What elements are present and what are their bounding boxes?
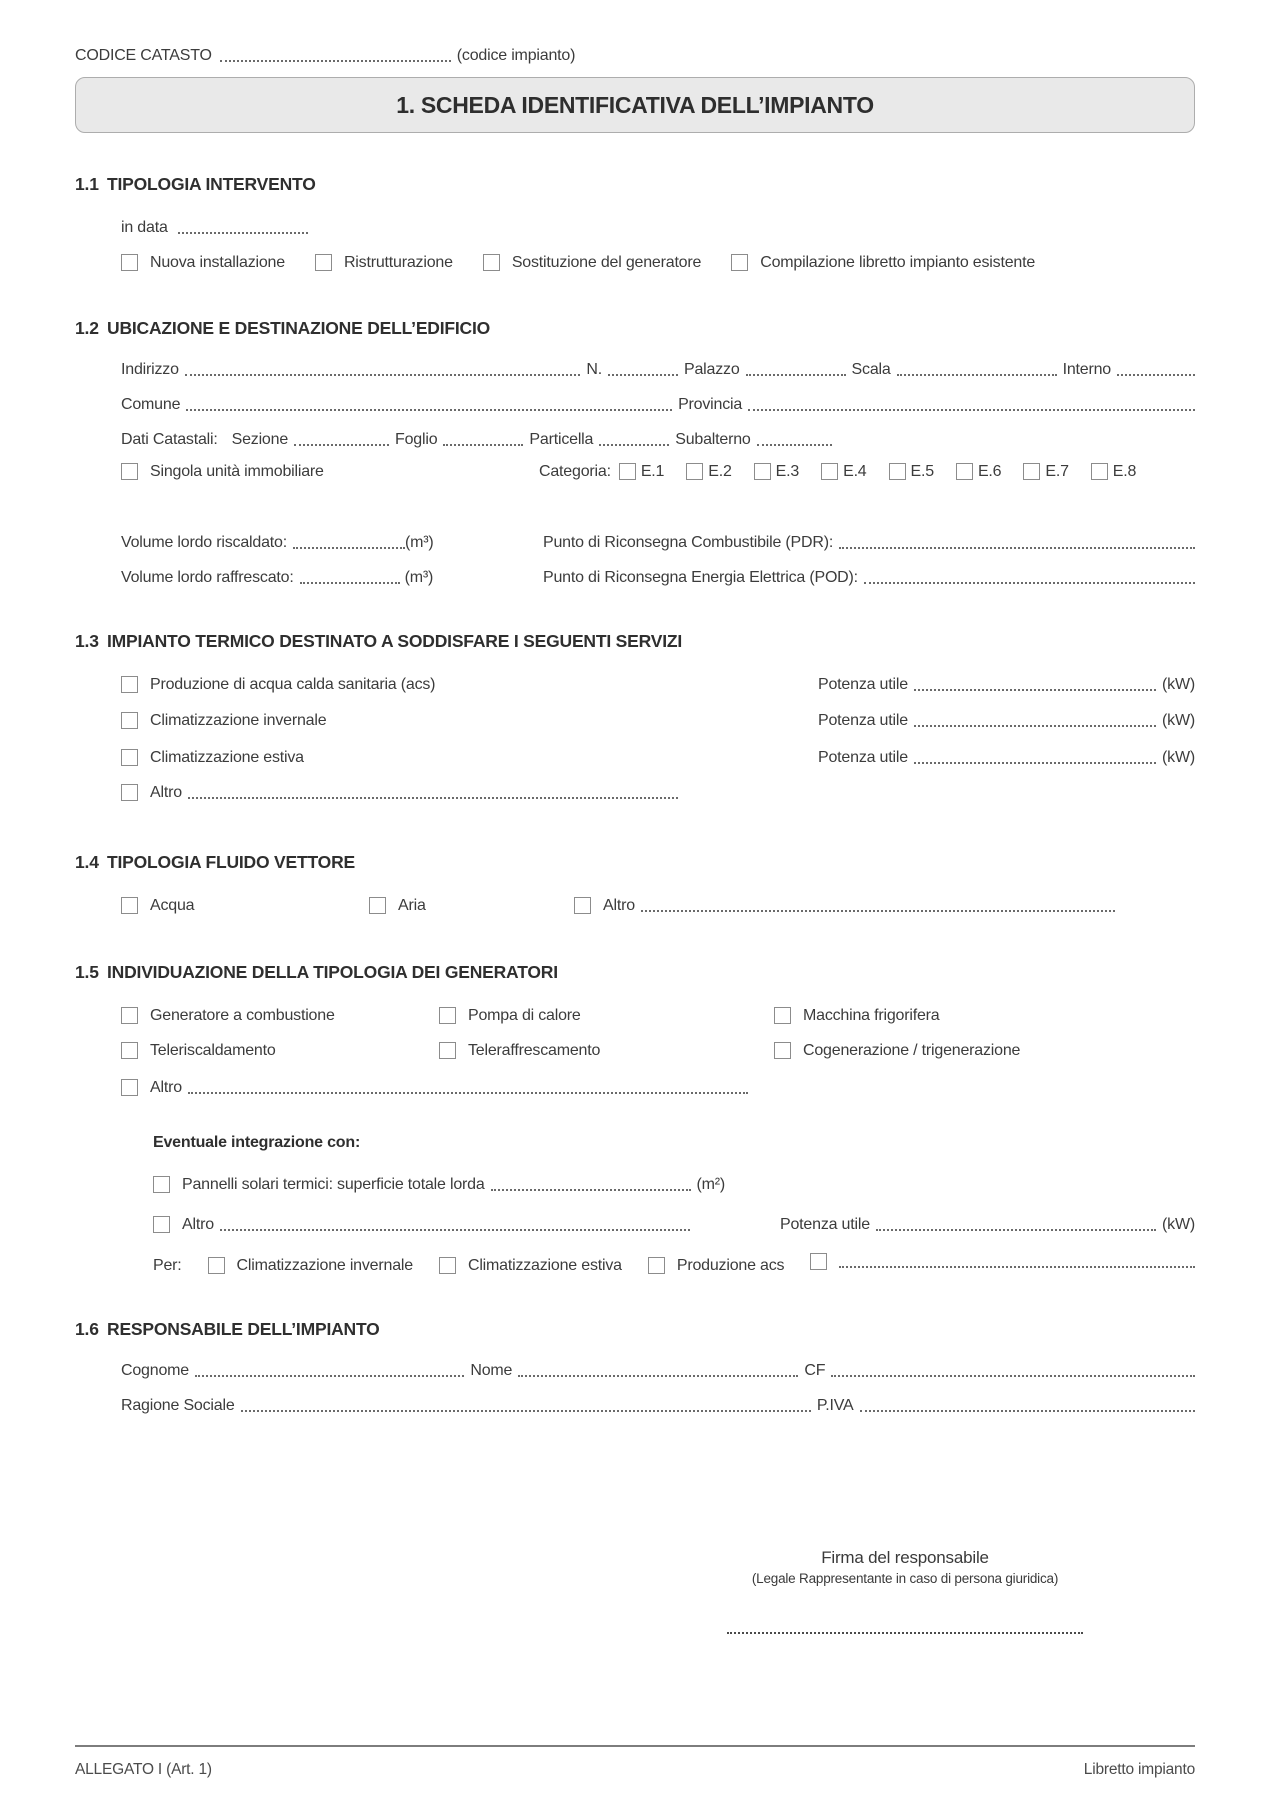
section-1-2-number: 1.2 xyxy=(75,318,99,338)
section-1-3-title: IMPIANTO TERMICO DESTINATO A SODDISFARE I SEGUENTI SERVIZI xyxy=(107,631,683,651)
volume-raffrescato-field[interactable] xyxy=(300,582,400,584)
potenza-utile-invernale-field[interactable] xyxy=(914,725,1156,727)
option-e4[interactable] xyxy=(821,462,866,482)
ragione-sociale-field[interactable] xyxy=(241,1410,811,1412)
fluido-altro-checkbox[interactable] xyxy=(574,897,591,914)
pdr-label: Punto di Riconsegna Combustibile (PDR): xyxy=(543,534,834,551)
section-1-2-title: UBICAZIONE E DESTINAZIONE DELL’EDIFICIO xyxy=(107,318,491,338)
volume-raffrescato-unit: (m³) xyxy=(404,569,434,586)
section-1-1-heading xyxy=(75,173,1195,195)
sezione-field[interactable] xyxy=(294,444,389,446)
option-pannelli-solari[interactable] xyxy=(153,1175,485,1195)
option-aria[interactable] xyxy=(369,896,574,916)
section-1-2-heading xyxy=(75,317,1195,339)
volume-riscaldato-unit: (m³) xyxy=(404,534,434,551)
option-pompa-calore[interactable] xyxy=(439,1006,774,1026)
codice-impianto-label: (codice impianto) xyxy=(456,47,576,64)
per-row xyxy=(153,1253,1195,1276)
e4-checkbox[interactable] xyxy=(821,463,838,480)
pdr-field[interactable] xyxy=(839,547,1195,549)
potenza-utile-invernale-label: Potenza utile xyxy=(818,712,908,729)
nome-label: Nome xyxy=(470,1362,513,1379)
per-invernale-label: Climatizzazione invernale xyxy=(236,1257,413,1274)
integrazione-altro-field[interactable] xyxy=(220,1229,690,1231)
climatizzazione-invernale-checkbox[interactable] xyxy=(121,712,138,729)
climatizzazione-invernale-label: Climatizzazione invernale xyxy=(150,712,327,729)
integrazione-potenza-field[interactable] xyxy=(876,1229,1156,1231)
section-1-4-title: TIPOLOGIA FLUIDO VETTORE xyxy=(107,852,355,872)
option-generatore-altro[interactable] xyxy=(121,1078,182,1098)
scala-field[interactable] xyxy=(897,374,1057,376)
e6-checkbox[interactable] xyxy=(956,463,973,480)
interno-label: Interno xyxy=(1062,361,1111,378)
acqua-checkbox[interactable] xyxy=(121,897,138,914)
sostituzione-generatore-checkbox[interactable] xyxy=(483,254,500,271)
ragione-sociale-label: Ragione Sociale xyxy=(121,1397,235,1414)
option-e2[interactable] xyxy=(686,462,731,482)
option-e7[interactable] xyxy=(1023,462,1068,482)
numero-civico-field[interactable] xyxy=(608,374,678,376)
singola-unita-checkbox[interactable] xyxy=(121,463,138,480)
footer-right-text: Libretto impianto xyxy=(1083,1761,1195,1778)
option-e6[interactable] xyxy=(956,462,1001,482)
option-e5[interactable] xyxy=(889,462,934,482)
per-acs-label: Produzione acs xyxy=(676,1257,785,1274)
e4-label: E.4 xyxy=(843,463,867,480)
integrazione-heading xyxy=(153,1133,1195,1153)
foglio-label: Foglio xyxy=(395,431,438,448)
fluido-vettore-row xyxy=(121,896,1195,916)
per-estiva-label: Climatizzazione estiva xyxy=(467,1257,622,1274)
fluido-altro-label: Altro xyxy=(603,897,635,914)
teleraffrescamento-label: Teleraffrescamento xyxy=(468,1042,601,1059)
section-1-4-number: 1.4 xyxy=(75,852,99,872)
option-per-estiva[interactable] xyxy=(439,1256,622,1276)
option-integrazione-altro[interactable] xyxy=(153,1215,780,1235)
comune-label: Comune xyxy=(121,396,181,413)
potenza-utile-acs-unit: (kW) xyxy=(1162,676,1195,693)
e7-label: E.7 xyxy=(1045,463,1069,480)
generatore-combustione-label: Generatore a combustione xyxy=(150,1007,335,1024)
cognome-label: Cognome xyxy=(121,1362,189,1379)
option-climatizzazione-invernale[interactable] xyxy=(121,711,818,731)
dati-catastali-row xyxy=(121,430,1195,450)
climatizzazione-estiva-label: Climatizzazione estiva xyxy=(150,749,304,766)
categoria-label: Categoria: xyxy=(539,463,611,480)
pannelli-solari-row xyxy=(153,1175,1195,1195)
pompa-calore-checkbox[interactable] xyxy=(439,1007,456,1024)
integrazione-title: Eventuale integrazione con: xyxy=(153,1134,361,1151)
piva-field[interactable] xyxy=(860,1410,1195,1412)
signature-block xyxy=(705,1548,1105,1634)
volume-riscaldato-label: Volume lordo riscaldato: xyxy=(121,534,287,551)
e3-label: E.3 xyxy=(775,463,800,480)
option-generatore-combustione[interactable] xyxy=(121,1006,439,1026)
teleriscaldamento-label: Teleriscaldamento xyxy=(150,1042,276,1059)
option-teleriscaldamento[interactable] xyxy=(121,1041,439,1061)
e3-checkbox[interactable] xyxy=(754,463,771,480)
section-1-5-number: 1.5 xyxy=(75,962,99,982)
climatizzazione-estiva-checkbox[interactable] xyxy=(121,749,138,766)
e2-checkbox[interactable] xyxy=(686,463,703,480)
indirizzo-field[interactable] xyxy=(185,374,581,376)
integrazione-potenza-label: Potenza utile xyxy=(780,1216,870,1233)
nuova-installazione-checkbox[interactable] xyxy=(121,254,138,271)
integrazione-potenza-unit: (kW) xyxy=(1162,1216,1195,1233)
e1-label: E.1 xyxy=(640,463,665,480)
macchina-frigorifera-checkbox[interactable] xyxy=(774,1007,791,1024)
pannelli-solari-checkbox[interactable] xyxy=(153,1176,170,1193)
volume-riscaldato-field[interactable] xyxy=(293,547,405,549)
signature-title: Firma del responsabile xyxy=(821,1548,989,1567)
codice-catasto-row xyxy=(75,46,1195,66)
categoria-options xyxy=(619,462,1136,482)
comune-field[interactable] xyxy=(186,409,672,411)
option-compilazione-libretto[interactable] xyxy=(731,253,1035,273)
footer-left-text: ALLEGATO I (Art. 1) xyxy=(75,1761,212,1778)
integrazione-altro-row xyxy=(153,1215,1195,1235)
codice-catasto-field[interactable] xyxy=(220,60,451,62)
per-estiva-checkbox[interactable] xyxy=(439,1257,456,1274)
macchina-frigorifera-label: Macchina frigorifera xyxy=(803,1007,940,1024)
teleriscaldamento-checkbox[interactable] xyxy=(121,1042,138,1059)
option-ristrutturazione[interactable] xyxy=(315,253,453,273)
e5-checkbox[interactable] xyxy=(889,463,906,480)
option-climatizzazione-estiva[interactable] xyxy=(121,748,818,768)
section-1-3-heading xyxy=(75,630,1195,652)
generatori-altro-row xyxy=(121,1078,1195,1098)
servizio-estiva-row xyxy=(121,748,1195,768)
in-data-row xyxy=(121,218,1195,238)
signature-subtitle: (Legale Rappresentante in caso di persona giuridica) xyxy=(751,1571,1059,1586)
fluido-altro-field[interactable] xyxy=(641,910,1115,912)
responsabile-row xyxy=(121,1361,1195,1381)
servizio-altro-row xyxy=(121,783,1195,803)
section-1-6-title: RESPONSABILE DELL’IMPIANTO xyxy=(107,1319,380,1339)
piva-label: P.IVA xyxy=(816,1397,854,1414)
pannelli-solari-unit: (m²) xyxy=(696,1176,726,1193)
potenza-utile-acs-field[interactable] xyxy=(914,689,1156,691)
per-altro-checkbox[interactable] xyxy=(810,1253,827,1270)
section-1-6-number: 1.6 xyxy=(75,1319,99,1339)
integrazione-altro-label: Altro xyxy=(182,1216,214,1233)
cf-label: CF xyxy=(804,1362,826,1379)
pod-field[interactable] xyxy=(864,582,1195,584)
volume-raffrescato-row xyxy=(121,568,1195,588)
option-servizio-altro[interactable] xyxy=(121,783,182,803)
particella-field[interactable] xyxy=(599,444,669,446)
cogenerazione-label: Cogenerazione / trigenerazione xyxy=(803,1042,1021,1059)
singola-unita-label: Singola unità immobiliare xyxy=(150,463,324,480)
volume-raffrescato-label: Volume lordo raffrescato: xyxy=(121,569,294,586)
generatore-altro-field[interactable] xyxy=(188,1092,748,1094)
section-1-4-heading xyxy=(75,851,1195,873)
scala-label: Scala xyxy=(851,361,891,378)
potenza-utile-estiva-field[interactable] xyxy=(914,762,1156,764)
option-e3[interactable] xyxy=(754,462,799,482)
e2-label: E.2 xyxy=(708,463,732,480)
potenza-utile-estiva-label: Potenza utile xyxy=(818,749,908,766)
sostituzione-generatore-label: Sostituzione del generatore xyxy=(511,254,702,271)
palazzo-label: Palazzo xyxy=(684,361,740,378)
e1-checkbox[interactable] xyxy=(619,463,636,480)
cf-field[interactable] xyxy=(831,1375,1195,1377)
comune-row xyxy=(121,395,1195,415)
option-teleraffrescamento[interactable] xyxy=(439,1041,774,1061)
e8-checkbox[interactable] xyxy=(1091,463,1108,480)
option-per-acs[interactable] xyxy=(648,1256,785,1276)
servizio-acs-row xyxy=(121,675,1195,695)
provincia-label: Provincia xyxy=(678,396,743,413)
indirizzo-row xyxy=(121,360,1195,380)
aria-label: Aria xyxy=(398,897,426,914)
section-1-5-heading xyxy=(75,961,1195,983)
signature-field[interactable] xyxy=(727,1632,1083,1634)
option-per-altro[interactable] xyxy=(810,1253,1195,1272)
compilazione-libretto-checkbox[interactable] xyxy=(731,254,748,271)
servizio-invernale-row xyxy=(121,711,1195,731)
subalterno-label: Subalterno xyxy=(675,431,751,448)
teleraffrescamento-checkbox[interactable] xyxy=(439,1042,456,1059)
per-invernale-checkbox[interactable] xyxy=(208,1257,225,1274)
pannelli-solari-label: Pannelli solari termici: superficie totale lorda xyxy=(182,1176,485,1193)
generatore-altro-label: Altro xyxy=(150,1079,182,1096)
servizio-altro-checkbox[interactable] xyxy=(121,784,138,801)
page-title-text: 1. SCHEDA IDENTIFICATIVA DELL’IMPIANTO xyxy=(396,91,874,118)
section-1-1-number: 1.1 xyxy=(75,174,99,194)
aria-checkbox[interactable] xyxy=(369,897,386,914)
pod-label: Punto di Riconsegna Energia Elettrica (POD): xyxy=(543,569,858,586)
cognome-field[interactable] xyxy=(195,1375,464,1377)
nome-field[interactable] xyxy=(518,1375,798,1377)
cogenerazione-checkbox[interactable] xyxy=(774,1042,791,1059)
option-sostituzione-generatore[interactable] xyxy=(483,253,701,273)
indirizzo-label: Indirizzo xyxy=(121,361,179,378)
produzione-acs-label: Produzione di acqua calda sanitaria (acs) xyxy=(150,676,436,693)
interno-field[interactable] xyxy=(1117,374,1195,376)
page-title xyxy=(75,77,1195,133)
integrazione-altro-checkbox[interactable] xyxy=(153,1216,170,1233)
e7-checkbox[interactable] xyxy=(1023,463,1040,480)
servizio-altro-label: Altro xyxy=(150,784,182,801)
servizio-altro-field[interactable] xyxy=(188,797,678,799)
option-e8[interactable] xyxy=(1091,462,1136,482)
in-data-label: in data xyxy=(121,219,168,236)
option-macchina-frigorifera[interactable] xyxy=(774,1006,940,1026)
section-1-3-number: 1.3 xyxy=(75,631,99,651)
singola-unita-categoria-row xyxy=(121,462,1195,482)
potenza-utile-estiva-unit: (kW) xyxy=(1162,749,1195,766)
numero-civico-label: N. xyxy=(586,361,603,378)
option-fluido-altro[interactable] xyxy=(574,896,635,916)
e5-label: E.5 xyxy=(910,463,934,480)
compilazione-libretto-label: Compilazione libretto impianto esistente xyxy=(760,254,1036,271)
option-produzione-acs[interactable] xyxy=(121,675,818,695)
section-1-6-heading xyxy=(75,1318,1195,1340)
volume-riscaldato-row xyxy=(121,533,1195,553)
sezione-label: Sezione xyxy=(231,431,289,448)
e8-label: E.8 xyxy=(1112,463,1137,480)
per-altro-field[interactable] xyxy=(839,1266,1195,1268)
nuova-installazione-label: Nuova installazione xyxy=(150,254,285,271)
option-cogenerazione[interactable] xyxy=(774,1041,1020,1061)
per-acs-checkbox[interactable] xyxy=(648,1257,665,1274)
foglio-field[interactable] xyxy=(443,444,523,446)
option-per-invernale[interactable] xyxy=(208,1256,413,1276)
option-nuova-installazione[interactable] xyxy=(121,253,285,273)
option-singola-unita[interactable] xyxy=(121,462,539,482)
palazzo-field[interactable] xyxy=(746,374,846,376)
codice-catasto-label: CODICE CATASTO xyxy=(75,47,212,64)
option-acqua[interactable] xyxy=(121,896,369,916)
generatore-combustione-checkbox[interactable] xyxy=(121,1007,138,1024)
option-e1[interactable] xyxy=(619,462,664,482)
e6-label: E.6 xyxy=(977,463,1002,480)
tipologia-intervento-options xyxy=(121,253,1195,273)
page-footer xyxy=(75,1745,1195,1779)
generatori-row-1 xyxy=(121,1006,1195,1026)
pompa-calore-label: Pompa di calore xyxy=(468,1007,581,1024)
ragione-sociale-row xyxy=(121,1396,1195,1416)
ristrutturazione-label: Ristrutturazione xyxy=(343,254,453,271)
subalterno-field[interactable] xyxy=(757,444,832,446)
pannelli-solari-field[interactable] xyxy=(491,1189,691,1191)
ristrutturazione-checkbox[interactable] xyxy=(315,254,332,271)
in-data-field[interactable] xyxy=(178,232,308,234)
generatori-row-2 xyxy=(121,1041,1195,1061)
acqua-label: Acqua xyxy=(150,897,195,914)
section-1-5-title: INDIVIDUAZIONE DELLA TIPOLOGIA DEI GENERATORI xyxy=(107,962,558,982)
provincia-field[interactable] xyxy=(748,409,1195,411)
dati-catastali-label: Dati Catastali: xyxy=(121,431,218,448)
per-label: Per: xyxy=(153,1257,182,1274)
produzione-acs-checkbox[interactable] xyxy=(121,676,138,693)
generatore-altro-checkbox[interactable] xyxy=(121,1079,138,1096)
particella-label: Particella xyxy=(529,431,594,448)
potenza-utile-invernale-unit: (kW) xyxy=(1162,712,1195,729)
potenza-utile-acs-label: Potenza utile xyxy=(818,676,908,693)
section-1-1-title: TIPOLOGIA INTERVENTO xyxy=(107,174,316,194)
